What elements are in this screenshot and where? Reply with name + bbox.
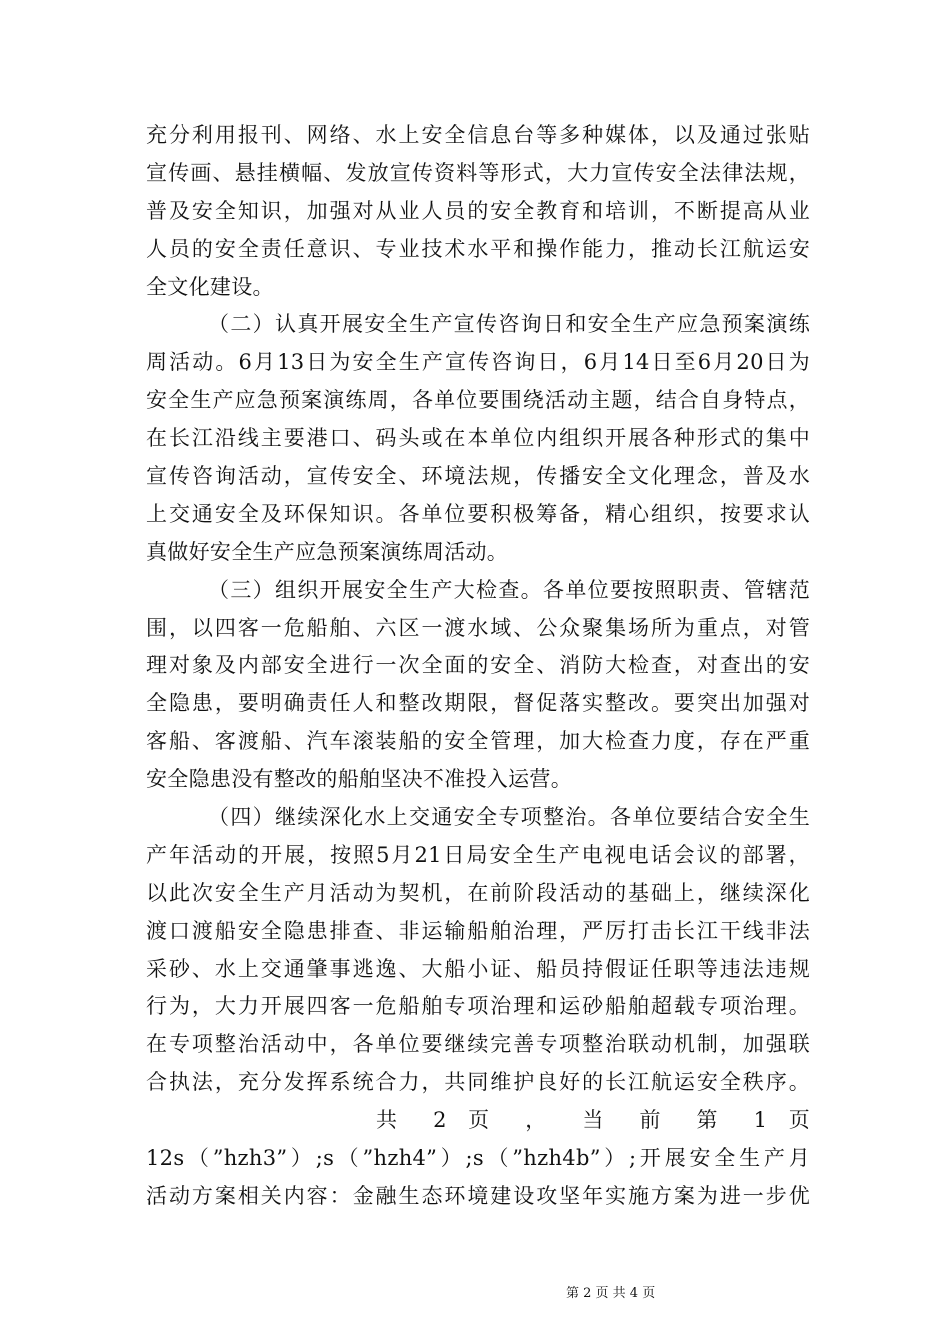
- text-line: 以此次安全生产月活动为契机，在前阶段活动的基础上，继续深化: [146, 880, 810, 905]
- text-line: 真做好安全生产应急预案演练周活动。: [146, 539, 509, 564]
- text-line: 产年活动的开展，按照5月21日局安全生产电视电话会议的部署，: [146, 842, 810, 867]
- text-line: 围，以四客一危船舶、六区一渡水域、公众聚集场所为重点，对管: [146, 615, 810, 640]
- page-footer: [0, 1282, 950, 1301]
- text-line: 客船、客渡船、汽车滚装船的安全管理，加大检查力度，存在严重: [146, 729, 810, 754]
- text-line: 合执法，充分发挥系统合力，共同维护良好的长江航运安全秩序。: [146, 1070, 810, 1095]
- text-line: （二）认真开展安全生产宣传咨询日和安全生产应急预案演练: [208, 312, 810, 337]
- text-line: 在长江沿线主要港口、码头或在本单位内组织开展各种形式的集中: [146, 426, 810, 451]
- text-line: 全隐患，要明确责任人和整改期限，督促落实整改。要突出加强对: [146, 691, 810, 716]
- text-line: 理对象及内部安全进行一次全面的安全、消防大检查，对查出的安: [146, 653, 810, 678]
- text-line: 安全隐患没有整改的船舶坚决不准投入运营。: [146, 767, 572, 792]
- document-body: [146, 117, 810, 1216]
- page-counter-line: 共 2 页 ， 当 前 第 1 页: [376, 1108, 810, 1133]
- text-line: 行为，大力开展四客一危船舶专项治理和运砂船舶超载专项治理。: [146, 994, 810, 1019]
- text-line: 普及安全知识，加强对从业人员的安全教育和培训，不断提高从业: [146, 198, 810, 223]
- text-line: 充分利用报刊、网络、水上安全信息台等多种媒体，以及通过张贴: [146, 123, 810, 147]
- text-line: 在专项整治活动中，各单位要继续完善专项整治联动机制，加强联: [146, 1032, 810, 1057]
- text-line: 采砂、水上交通肇事逃逸、大船小证、船员持假证任职等违法违规: [146, 956, 810, 981]
- text-line: 宣传咨询活动，宣传安全、环境法规，传播安全文化理念，普及水: [146, 464, 810, 489]
- text-line: （四）继续深化水上交通安全专项整治。各单位要结合安全生: [208, 805, 810, 830]
- text-line: 渡口渡船安全隐患排查、非运输船舶治理，严厉打击长江干线非法: [146, 918, 810, 943]
- text-line: 人员的安全责任意识、专业技术水平和操作能力，推动长江航运安: [146, 236, 810, 261]
- page-number-label: 第 2 页 共 4 页: [566, 1286, 656, 1301]
- text-line: 周活动。6月13日为安全生产宣传咨询日，6月14日至6月20日为: [146, 350, 810, 375]
- text-line: 安全生产应急预案演练周，各单位要围绕活动主题，结合自身特点，: [146, 388, 810, 413]
- trailing-text-line: 12s（”hzh3”）;s（”hzh4”）;s（”hzh4b”）;开展安全生产月: [146, 1146, 810, 1171]
- text-line: 上交通安全及环保知识。各单位要积极筹备，精心组织，按要求认: [146, 501, 810, 526]
- text-line: （三）组织开展安全生产大检查。各单位要按照职责、管辖范: [208, 577, 810, 602]
- text-line: 宣传画、悬挂横幅、发放宣传资料等形式，大力宣传安全法律法规，: [146, 160, 810, 185]
- text-line: 全文化建设。: [146, 274, 274, 299]
- trailing-text-line: 活动方案相关内容：金融生态环境建设攻坚年实施方案为进一步优: [146, 1183, 810, 1208]
